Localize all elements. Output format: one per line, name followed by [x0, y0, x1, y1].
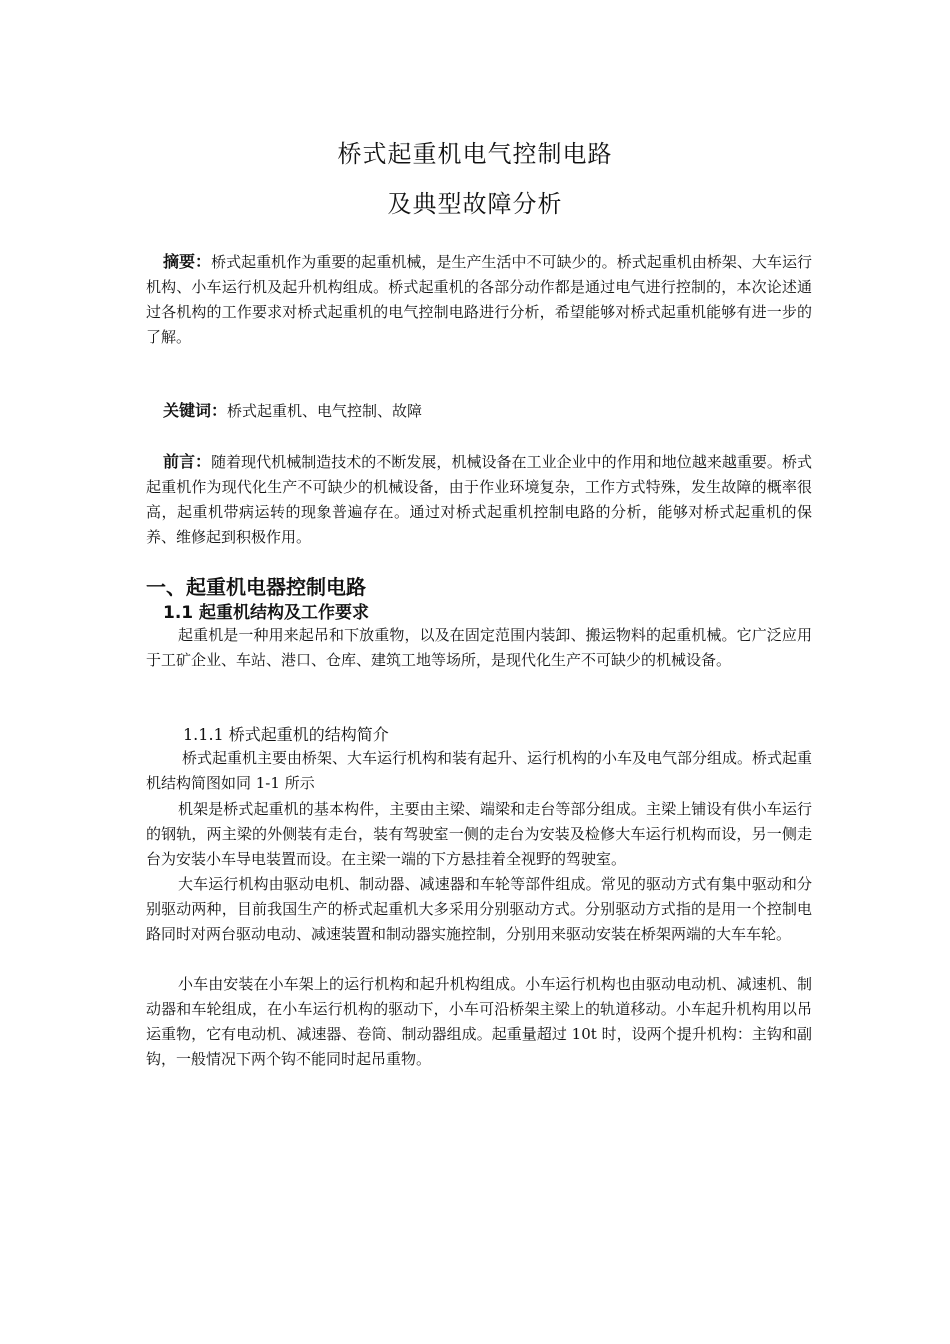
section-heading-1-1: 1.1 起重机结构及工作要求 [163, 603, 370, 623]
abstract-paragraph [146, 249, 812, 350]
keywords-text: 桥式起重机、电气控制、故障 [227, 402, 423, 420]
section-heading-1-1-1: 1.1.1 桥式起重机的结构简介 [183, 725, 389, 744]
body-paragraph-4: 小车由安装在小车架上的运行机构和起升机构组成。小车运行机构也由驱动电动机、减速机、制动器和车轮组成，在小车运行机构的驱动下，小车可沿桥架主梁上的轨道移动。小车起升机构用以吊运重物，它有电动机、减速器、卷筒、制动器组成。起重量超过 10t 时，设两个提升机构：主钩和副钩，一般情况下两个钩不能同时起吊重物。 [146, 975, 812, 1068]
document-title-line1: 桥式起重机电气控制电路 [337, 140, 613, 168]
section-1-1-paragraph: 起重机是一种用来起吊和下放重物，以及在固定范围内装卸、搬运物料的起重机械。它广泛应用于工矿企业、车站、港口、仓库、建筑工地等场所，是现代化生产不可缺少的机械设备。 [146, 626, 812, 669]
keywords-paragraph [146, 398, 812, 424]
keywords-label: 关键词： [163, 401, 228, 420]
document-title-line2: 及典型故障分析 [387, 190, 563, 218]
abstract-text: 桥式起重机作为重要的起重机械，是生产生活中不可缺少的。桥式起重机由桥架、大车运行机构、小车运行机及起升机构组成。桥式起重机的各部分动作都是通过电气进行控制的，本次论述通过各机构的工作要求对桥式起重机的电气控制电路进行分析，希望能够对桥式起重机能够有进一步的了解。 [146, 253, 812, 346]
abstract-label: 摘要： [163, 252, 212, 271]
preface-paragraph [146, 449, 812, 550]
body-paragraph-1: 桥式起重机主要由桥架、大车运行机构和装有起升、运行机构的小车及电气部分组成。桥式起重机结构简图如同 1-1 所示 [146, 749, 813, 792]
body-paragraph-2: 机架是桥式起重机的基本构件，主要由主梁、端梁和走台等部分组成。主梁上铺设有供小车运行的钢轨，两主梁的外侧装有走台，装有驾驶室一侧的走台为安装及检修大车运行机构而设，另一侧走台为安装小车导电装置而设。在主梁一端的下方悬挂着全视野的驾驶室。 [146, 800, 812, 868]
body-paragraph-3: 大车运行机构由驱动电机、制动器、减速器和车轮等部件组成。常见的驱动方式有集中驱动和分别驱动两种，目前我国生产的桥式起重机大多采用分别驱动方式。分别驱动方式指的是用一个控制电路同时对两台驱动电动、减速装置和制动器实施控制，分别用来驱动安装在桥架两端的大车车轮。 [146, 875, 812, 943]
preface-label: 前言： [163, 452, 212, 471]
preface-text: 随着现代机械制造技术的不断发展，机械设备在工业企业中的作用和地位越来越重要。桥式起重机作为现代化生产不可缺少的机械设备，由于作业环境复杂，工作方式特殊，发生故障的概率很高，起重机带病运转的现象普遍存在。通过对桥式起重机控制电路的分析，能够对桥式起重机的保养、维修起到积极作用。 [146, 453, 812, 546]
section-heading-1: 一、起重机电器控制电路 [146, 575, 366, 599]
